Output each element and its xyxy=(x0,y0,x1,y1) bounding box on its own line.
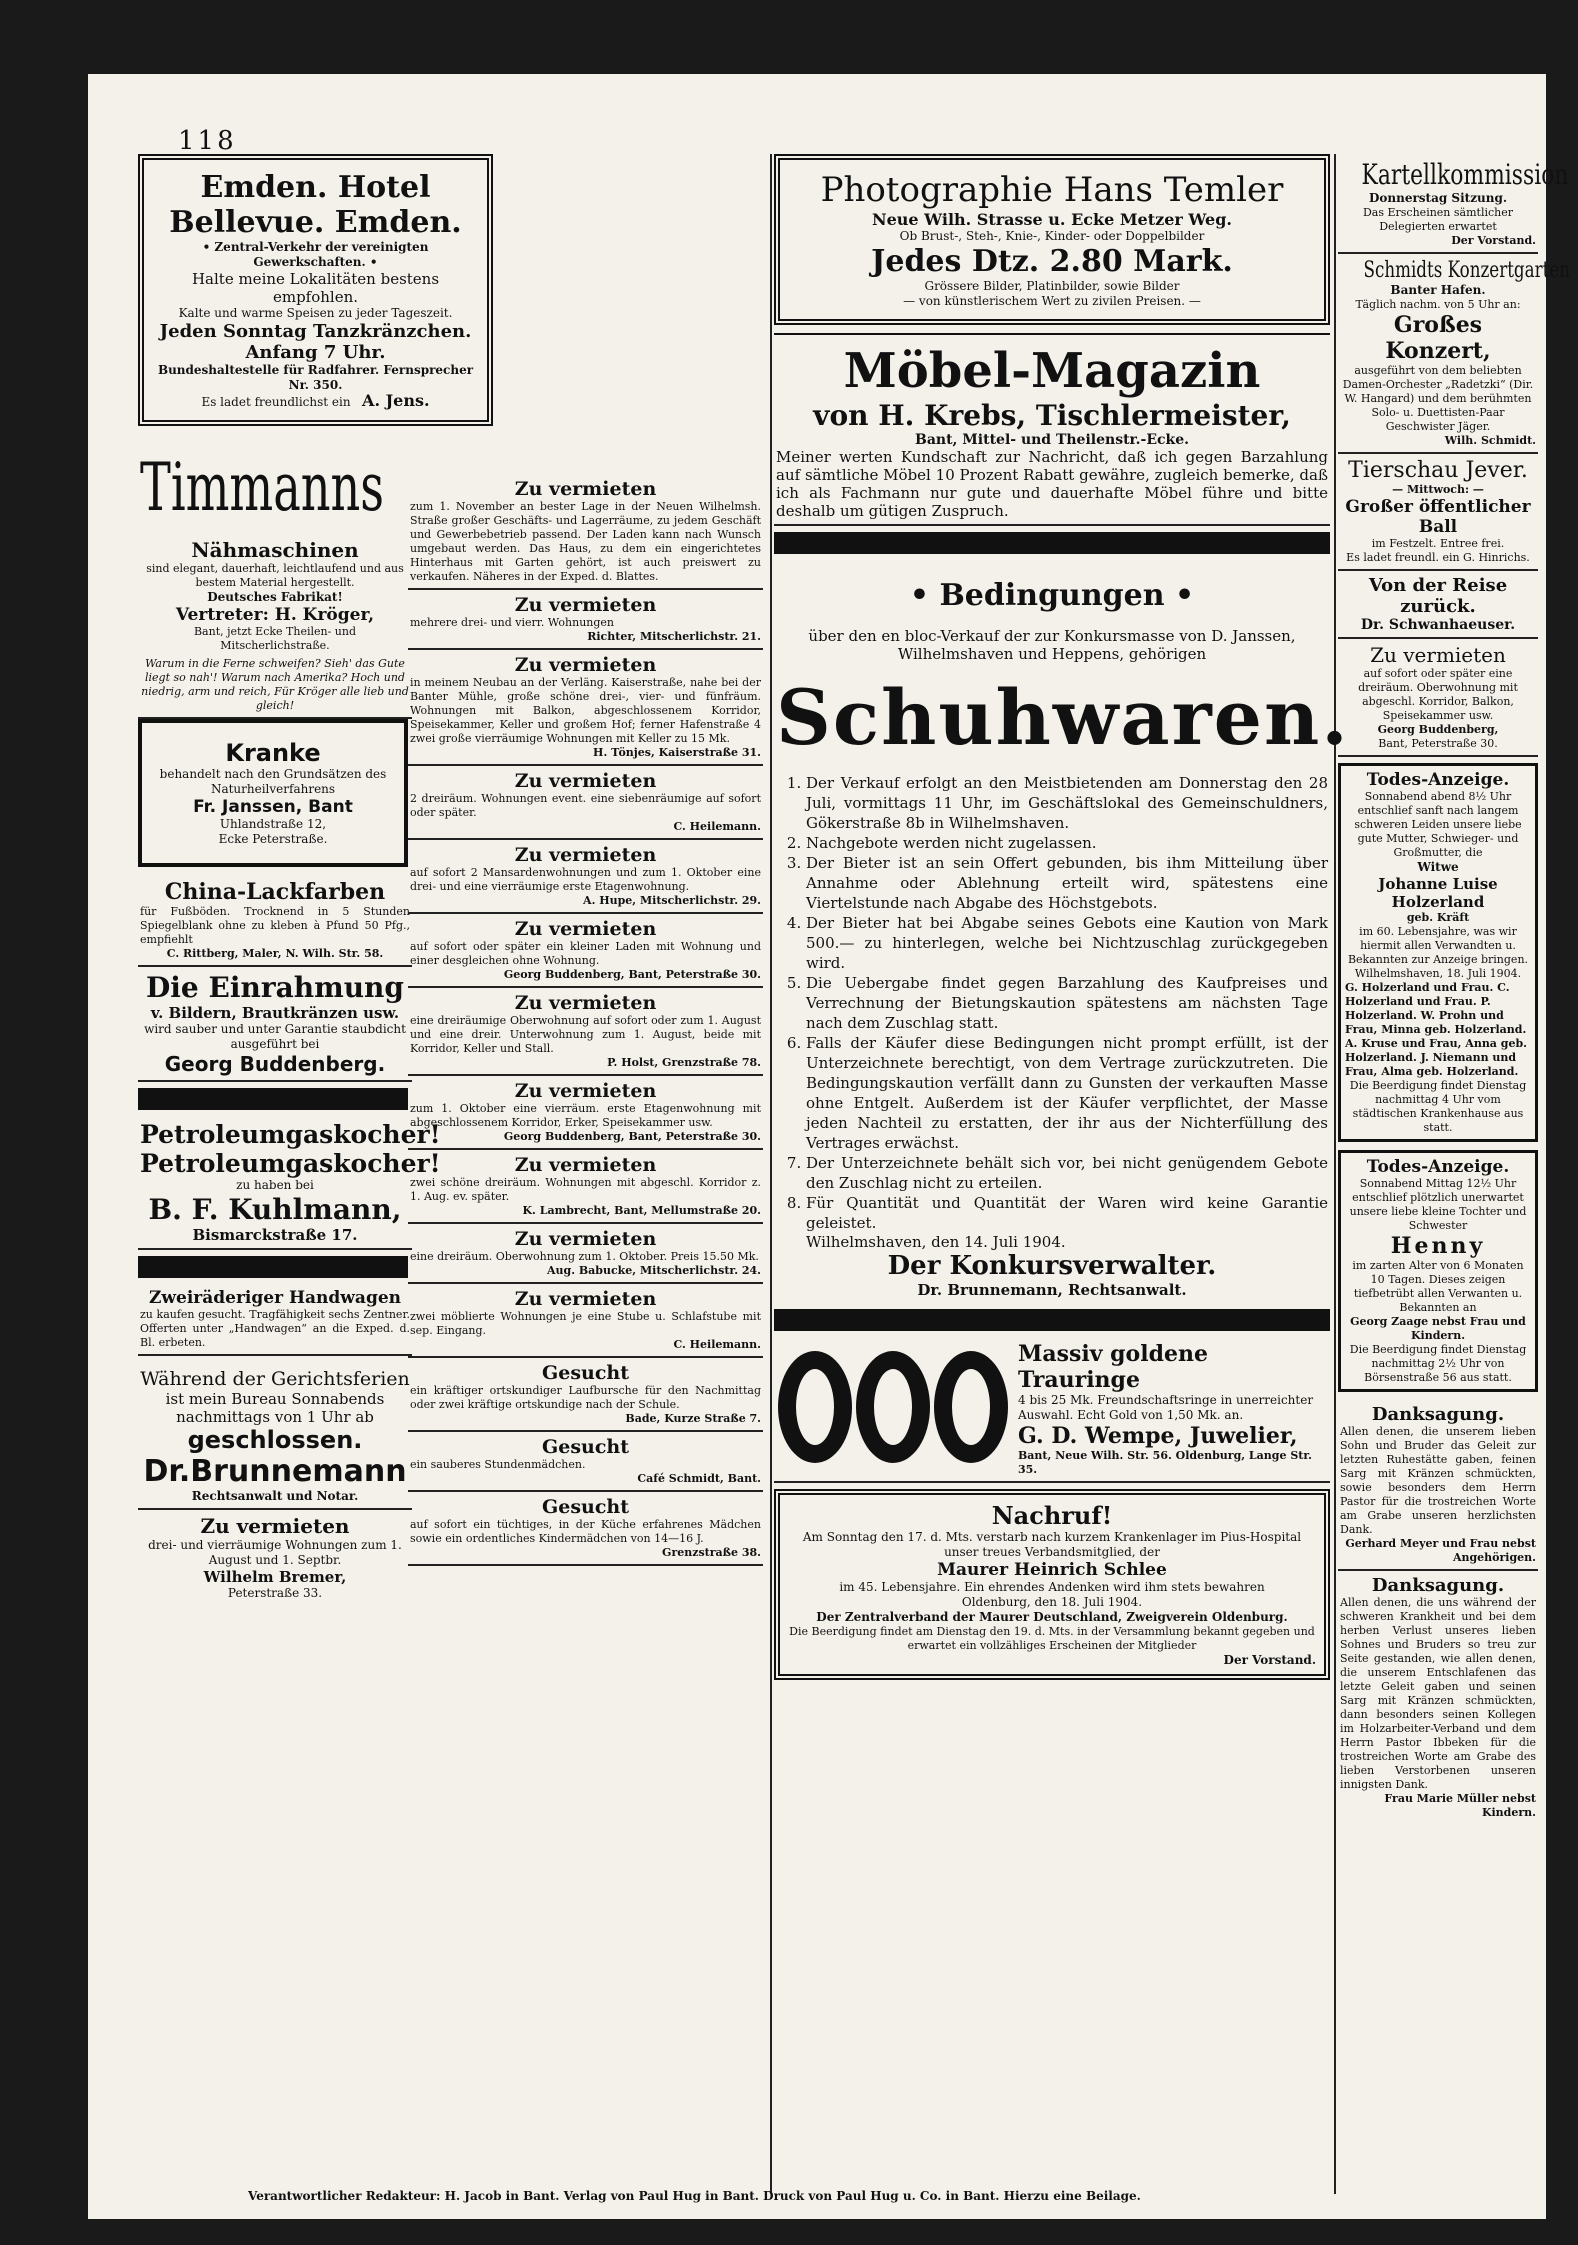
zv-text: auf sofort oder später eine dreiräum. Oberwohnung mit abgeschl. Korridor, Balkon, Speisekammer usw. xyxy=(1358,667,1518,722)
nachruf-sign: Der Vorstand. xyxy=(1223,1653,1316,1667)
rental-ad-text: zwei schöne dreiräum. Wohnungen mit abgeschl. Korridor z. 1. Aug. ev. später. xyxy=(410,1176,761,1203)
dank1-title: Danksagung. xyxy=(1371,1404,1505,1425)
einrahmung-ad xyxy=(138,967,412,1082)
nachruf-text: Am Sonntag den 17. d. Mts. verstarb nach kurzem Krankenlager im Pius-Hospital unser treues Verbandsmitglied, der xyxy=(802,1530,1302,1559)
schmidt-title: Schmidts Konzertgarten xyxy=(1363,258,1570,283)
schuhwaren-title: Schuhwaren. xyxy=(776,673,1350,762)
conditions-list xyxy=(776,773,1328,1233)
nachruf-text: Die Beerdigung findet am Dienstag den 19. d. Mts. in der Versammlung bekannt gegeben und erwartet ein vollzähliges Erscheinen der Mitglieder xyxy=(789,1625,1315,1652)
petroleum-ad xyxy=(138,1116,441,1250)
schmidt-ad xyxy=(1338,254,1570,454)
newspaper-page xyxy=(88,74,1570,2219)
china-text: für Fußböden. Trocknend in 5 Stunden Spiegelblank ohne zu kleben à Pfund 50 Pfg., empfiehlt xyxy=(140,905,410,946)
todes1-text: im 60. Lebensjahre, was wir hiermit allen Verwandten u. Bekannten zur Anzeige bringen. xyxy=(1347,925,1529,966)
schmidt-place: Banter Hafen. xyxy=(1390,283,1486,297)
imprint-footer: Verantwortlicher Redakteur: H. Jacob in Bant. Verlag von Paul Hug in Bant. Druck von Paul Hug u. Co. in Bant. Hierzu eine Beilage. xyxy=(248,2189,1141,2203)
column-rule xyxy=(1334,154,1336,2194)
petroleum-addr: Bismarckstraße 17. xyxy=(192,1226,358,1244)
rental-ad xyxy=(408,1492,763,1566)
todes1-geb: geb. Kräft xyxy=(1406,911,1470,924)
rental-ad-title: Zu vermieten xyxy=(514,594,657,616)
todes1-title: Todes-Anzeige. xyxy=(1366,770,1510,790)
condition-item: 3. Der Bieter ist an sein Offert gebunden, bis ihm Mitteilung über Annahme oder Ablehnung erteilt wird, spätestens eine Viertelstunde nach Abgabe des Höchstgebots. xyxy=(806,853,1328,913)
rental-ad-sign: Georg Buddenberg, Bant, Peterstraße 30. xyxy=(503,1130,761,1143)
bedingungen-date: Wilhelmshaven, den 14. Juli 1904. xyxy=(806,1233,1066,1251)
rental-ad xyxy=(408,840,763,914)
ferien-closed: geschlossen. xyxy=(187,1426,363,1454)
black-bar xyxy=(138,1088,408,1110)
einrahmung-text: wird sauber und unter Garantie staubdicht ausgeführt bei xyxy=(144,1022,406,1051)
china-title: China-Lackfarben xyxy=(164,879,386,905)
rental-ad-text: eine dreiräumige Oberwohnung auf sofort oder zum 1. August und eine dreir. Unterwohnung zum 1. August, beide mit Korridor, Keller und Stall. xyxy=(410,1014,761,1055)
rental-ad xyxy=(408,914,763,988)
zv-title: Zu vermieten xyxy=(1370,643,1506,667)
condition-item: 8. Für Quantität und Quantität der Waren wird keine Garantie geleistet. xyxy=(806,1193,1328,1233)
trauringe-ad xyxy=(774,1337,1330,1483)
todes2-sign: Georg Zaage nebst Frau und Kindern. xyxy=(1350,1315,1526,1342)
handwagen-text: zu kaufen gesucht. Tragfähigkeit sechs Zentner. Offerten unter „Handwagen“ an die Exped. d. Bl. erbeten. xyxy=(140,1308,410,1349)
todes2-name: Henny xyxy=(1390,1233,1486,1259)
photo-title: Photographie Hans Temler xyxy=(820,170,1284,210)
handwagen-title: Zweiräderiger Handwagen xyxy=(148,1288,402,1308)
todes1-date: Wilhelmshaven, 18. Juli 1904. xyxy=(1354,967,1522,980)
moebel-title: Möbel-Magazin xyxy=(843,343,1261,399)
einrahmung-sign: Georg Buddenberg. xyxy=(164,1052,386,1076)
rental-ad-sign: K. Lambrecht, Bant, Mellumstraße 20. xyxy=(522,1204,761,1217)
dank1-sign: Gerhard Meyer und Frau nebst Angehörigen. xyxy=(1345,1537,1536,1564)
moebel-addr: Bant, Mittel- und Theilenstr.-Ecke. xyxy=(914,432,1189,448)
dank2-text: Allen denen, die uns während der schweren Krankheit und bei dem herben Verlust unseres lieben Sohnes und Bruders so treu zur Seite gestanden, wie allen denen, die unserem Entschlafenen das letzte Geleit gaben und seinen Sarg mit Kränzen schmückten, dann besonders seinen Kollegen im Holzarbeiter-Verband und dem Herrn Pastor Ibbeken für die trostreichen Worte am Grabe des lieben Verstorbenen unseren innigsten Dank. xyxy=(1340,1596,1536,1791)
divider xyxy=(774,333,1330,335)
rental-ad xyxy=(408,474,763,590)
photo-line: — von künstlerischem Wert zu zivilen Preisen. — xyxy=(903,294,1201,308)
reise-ad xyxy=(1338,571,1538,639)
photo-price: Jedes Dtz. 2.80 Mark. xyxy=(871,244,1233,279)
todes2-title: Todes-Anzeige. xyxy=(1366,1157,1510,1177)
nachruf-text: im 45. Lebensjahre. Ein ehrendes Andenken wird ihm stets bewahren xyxy=(839,1580,1265,1594)
rental-ad-sign: Georg Buddenberg, Bant, Peterstraße 30. xyxy=(503,968,761,981)
nachruf-name: Maurer Heinrich Schlee xyxy=(937,1560,1167,1580)
rental-ad-sign: Grenzstraße 38. xyxy=(662,1546,761,1559)
moebel-sub: von H. Krebs, Tischlermeister, xyxy=(813,399,1291,432)
todes2-text: Die Beerdigung findet Dienstag nachmittag 2½ Uhr von Börsenstraße 56 aus statt. xyxy=(1349,1343,1527,1384)
rental-ad-title: Gesucht xyxy=(542,1362,629,1384)
reise-sign: Dr. Schwanhaeuser. xyxy=(1360,617,1516,633)
timmanns-ad xyxy=(138,434,412,719)
petroleum-title: Petroleumgaskocher! xyxy=(140,1120,441,1149)
rental-ad-text: ein kräftiger ortskundiger Laufbursche für den Nachmittag oder zwei kräftige ortskundige nach der Schule. xyxy=(410,1384,761,1411)
verwalter-title: Der Konkursverwalter. xyxy=(887,1251,1217,1281)
rental-ad xyxy=(408,590,763,650)
rental-ad-text: mehrere drei- und vierr. Wohnungen xyxy=(410,616,615,629)
hotel-line: Jeden Sonntag Tanzkränzchen. Anfang 7 Uhr. xyxy=(159,321,472,363)
rental-ad-sign: C. Heilemann. xyxy=(673,1338,761,1351)
condition-item: 6. Falls der Käufer diese Bedingungen nicht prompt erfüllt, ist der Unterzeichnete berechtigt, von dem Vertrage zurückzutreten. Die Bedingungskaution verfällt dann zu Gunsten der verkauften Masse ohne Entgelt. Außerdem ist der Käufer verpflichtet, der Masse jeden Nachteil zu erstatten, der ihr aus der Nichterfüllung des Vertrages erwächst. xyxy=(806,1033,1328,1153)
verwalter-sign: Dr. Brunnemann, Rechtsanwalt. xyxy=(917,1281,1187,1299)
rental-ad-title: Zu vermieten xyxy=(514,1288,657,1310)
todes1-text: Sonnabend abend 8½ Uhr entschlief sanft nach langem schweren Leiden unsere liebe gute Mutter, Schwieger- und Großmutter, die xyxy=(1354,790,1522,859)
black-bar xyxy=(138,1256,408,1278)
buddenberg-rent-ad xyxy=(1338,639,1538,757)
schmidt-sign: Wilh. Schmidt. xyxy=(1444,434,1536,447)
rental-ad-sign: Aug. Babucke, Mitscherlichstr. 24. xyxy=(546,1264,761,1277)
schmidt-big: Großes Konzert, xyxy=(1385,312,1491,364)
rental-ad-title: Zu vermieten xyxy=(514,770,657,792)
rental-ad-sign: C. Heilemann. xyxy=(673,820,761,833)
black-bar xyxy=(774,1309,1330,1331)
todes1-name: Johanne Luise Holzerland xyxy=(1378,875,1498,911)
rental-ad-title: Zu vermieten xyxy=(514,1080,657,1102)
bedingungen-ad xyxy=(774,560,1350,1303)
ferien-text: ist mein Bureau Sonnabends nachmittags von 1 Uhr ab xyxy=(165,1390,385,1426)
zv-addr: Bant, Peterstraße 30. xyxy=(1378,737,1498,750)
rental-ad xyxy=(408,1224,763,1284)
hotel-line: • Zentral-Verkehr der vereinigten Gewerkschaften. • xyxy=(202,240,429,269)
kranke-name: Fr. Janssen, Bant xyxy=(193,797,353,817)
rental-ad-sign: P. Holst, Grenzstraße 78. xyxy=(607,1056,761,1069)
trauringe-name: G. D. Wempe, Juwelier, xyxy=(1018,1423,1298,1449)
hotel-signer: A. Jens. xyxy=(362,391,430,410)
todes1-family: G. Holzerland und Frau. C. Holzerland und Frau. P. Holzerland. W. Prohn und Frau, Minna geb. Holzerland. A. Kruse und Frau, Anna geb. Holzerland. J. Niemann und Frau, Alma geb. Holzerland. xyxy=(1345,981,1527,1078)
zv-sign: Georg Buddenberg, xyxy=(1377,723,1499,736)
gerichtsferien-ad xyxy=(138,1356,412,1510)
condition-item: 5. Die Uebergabe findet gegen Barzahlung des Kaufpreises und Verrechnung der Bietungskaution spätestens am nächsten Tage nach dem Zuschlag statt. xyxy=(806,973,1328,1033)
rental-ad-sign: Café Schmidt, Bant. xyxy=(637,1472,761,1485)
timmanns-fabrikat: Deutsches Fabrikat! xyxy=(207,590,343,604)
petroleum-name: B. F. Kuhlmann, xyxy=(148,1193,402,1226)
rental-ad-title: Zu vermieten xyxy=(514,478,657,500)
petroleum-title: Petroleumgaskocher! xyxy=(140,1149,441,1178)
rental-ad xyxy=(408,1432,763,1492)
kranke-ad xyxy=(138,719,408,867)
condition-item: 4. Der Bieter hat bei Abgabe seines Gebots eine Kaution von Mark 500.— zu hinterlegen, welche bei Nichtzuschlag zurückgegeben wird. xyxy=(806,913,1328,973)
handwagen-ad xyxy=(138,1284,412,1356)
trauringe-addr: Bant, Neue Wilh. Str. 56. Oldenburg, Lange Str. 35. xyxy=(1018,1449,1312,1476)
tierschau-ad xyxy=(1338,454,1538,571)
rental-ad xyxy=(408,1076,763,1150)
nachruf-ad xyxy=(774,1489,1330,1680)
ferien-title: Während der Gerichtsferien xyxy=(140,1368,410,1390)
photo-line: Grössere Bilder, Platinbilder, sowie Bilder xyxy=(924,279,1180,293)
black-bar xyxy=(774,532,1330,554)
rings-icon xyxy=(776,1351,1010,1467)
rental-ad-title: Zu vermieten xyxy=(514,844,657,866)
condition-item: 2. Nachgebote werden nicht zugelassen. xyxy=(806,833,1328,853)
page-number: 118 xyxy=(178,126,237,156)
timmanns-vertreter: Vertreter: H. Kröger, xyxy=(175,605,375,625)
bedingungen-title: • Bedingungen • xyxy=(909,578,1195,613)
rental-ad-sign: Bade, Kurze Straße 7. xyxy=(625,1412,761,1425)
hotel-line: Kalte und warme Speisen zu jeder Tageszeit. xyxy=(178,306,453,320)
photographie-ad xyxy=(774,154,1330,325)
todes2-text: im zarten Alter von 6 Monaten 10 Tagen. Dieses zeigen tiefbetrübt allen Verwanten u. Bekannten an xyxy=(1352,1259,1524,1314)
schmidt-text: ausgeführt von dem beliebten Damen-Orchester „Radetzki“ (Dir. W. Hangard) und dem berühmten Solo- u. Duettisten-Paar Geschwister Jäger. xyxy=(1342,364,1534,433)
hotel-line: Es ladet freundlichst ein xyxy=(201,395,351,409)
schmidt-time: Täglich nachm. von 5 Uhr an: xyxy=(1355,298,1521,311)
todes-anzeige-1 xyxy=(1338,763,1538,1142)
kartell-sign: Der Vorstand. xyxy=(1451,234,1536,247)
rental-ad xyxy=(408,650,763,766)
condition-item: 7. Der Unterzeichnete behält sich vor, bei nicht genügendem Gebote den Zuschlag nicht zu erteilen. xyxy=(806,1153,1328,1193)
todes-anzeige-2 xyxy=(1338,1150,1538,1392)
bedingungen-intro: über den en bloc-Verkauf der zur Konkursmasse von D. Janssen, Wilhelmshaven und Heppens, gehörigen xyxy=(808,627,1296,663)
trauringe-title: Massiv goldene Trauringe xyxy=(1018,1341,1208,1393)
kartell-ad xyxy=(1338,154,1569,254)
tierschau-text: im Festzelt. Entree frei. xyxy=(1371,537,1505,550)
rental-ad xyxy=(408,1150,763,1224)
bremer-sign: Wilhelm Bremer, xyxy=(203,1568,347,1586)
timmanns-sub: Nähmaschinen xyxy=(191,538,359,562)
tierschau-sign: Es ladet freundl. ein G. Hinrichs. xyxy=(1346,551,1530,564)
einrahmung-title: Die Einrahmung xyxy=(146,971,404,1004)
rental-ad-text: 2 dreiräum. Wohnungen event. eine siebenräumige auf sofort oder später. xyxy=(410,792,761,819)
column-4 xyxy=(1338,154,1570,1824)
rental-ad-text: in meinem Neubau an der Verläng. Kaiserstraße, nahe bei der Banter Mühle, große schöne drei-, vier- und fünfräum. Wohnungen mit Balkon, abgeschlossenem Korridor, Speisekammer, Keller und großem Hof; ferner Hafenstraße 4 zwei große vierräumige Wohnungen mit Keller zu 15 Mk. xyxy=(410,676,761,745)
rental-ad-sign: A. Hupe, Mitscherlichstr. 29. xyxy=(583,894,761,907)
column-rule xyxy=(770,154,772,2194)
china-ad xyxy=(138,875,412,967)
column-2 xyxy=(408,474,763,1566)
tierschau-big: Großer öffentlicher Ball xyxy=(1345,497,1531,537)
hotel-line: Bundeshaltestelle für Radfahrer. Fernsprecher Nr. 350. xyxy=(157,363,474,392)
kartell-text: Das Erscheinen sämtlicher Delegierten erwartet xyxy=(1362,206,1513,233)
timmanns-title: Timmanns xyxy=(140,449,384,526)
rental-ad xyxy=(408,1358,763,1432)
rental-ad-text: eine dreiräum. Oberwohnung zum 1. Oktober. Preis 15.50 Mk. xyxy=(410,1250,759,1263)
rental-ad-text: zum 1. November an bester Lage in der Neuen Wilhelmsh. Straße großer Geschäfts- und Lagerräume, zu jedem Geschäft und Gewerbebetrieb passend. Der Laden kann nach Wunsch umgebaut werden. Das Haus, zu dem ein eingerichtetes Hinterhaus mit Garten gehört, ist auch preiswert zu verkaufen. Näheres in der Exped. d. Blattes. xyxy=(410,500,761,583)
rental-ad-sign: H. Tönjes, Kaiserstraße 31. xyxy=(593,746,761,759)
timmanns-addr: Bant, jetzt Ecke Theilen- und Mitscherlichstraße. xyxy=(193,625,357,652)
dank2-sign: Frau Marie Müller nebst Kindern. xyxy=(1384,1792,1536,1819)
photo-line: Ob Brust-, Steh-, Knie-, Kinder- oder Doppelbilder xyxy=(899,229,1205,243)
rental-ad-title: Gesucht xyxy=(542,1436,629,1458)
moebel-ad xyxy=(774,339,1330,526)
rental-ad-text: auf sofort oder später ein kleiner Laden mit Wohnung und einer desgleichen ohne Wohnung. xyxy=(410,940,761,967)
bremer-text: drei- und vierräumige Wohnungen zum 1. August und 1. Septbr. xyxy=(148,1538,402,1567)
petroleum-text: zu haben bei xyxy=(236,1178,314,1192)
kartell-day: Donnerstag Sitzung. xyxy=(1368,191,1508,205)
danksagung-1 xyxy=(1338,1400,1538,1571)
condition-item: 1. Der Verkauf erfolgt an den Meistbietenden am Donnerstag den 28 Juli, vormittags 11 Uhr, im Geschäftslokal des Gemeinschuldners, Gökerstraße 8b in Wilhelmshaven. xyxy=(806,773,1328,833)
bremer-ad xyxy=(138,1510,412,1605)
rental-ad-text: ein sauberes Stundenmädchen. xyxy=(410,1458,586,1471)
rental-ad xyxy=(408,988,763,1076)
reise-title: Von der Reise zurück. xyxy=(1368,575,1508,617)
kranke-addr: Ecke Peterstraße. xyxy=(218,832,328,846)
hotel-title: Emden. Hotel Bellevue. Emden. xyxy=(169,170,462,240)
ferien-role: Rechtsanwalt und Notar. xyxy=(191,1489,359,1503)
rental-ad-text: auf sofort 2 Mansardenwohnungen und zum 1. Oktober eine drei- und eine vierräumige erste Etagenwohnung. xyxy=(410,866,761,893)
dank2-title: Danksagung. xyxy=(1371,1575,1505,1596)
timmanns-text: sind elegant, dauerhaft, leichtlaufend und aus bestem Material hergestellt. xyxy=(146,562,404,589)
rental-ad-title: Zu vermieten xyxy=(514,1154,657,1176)
tierschau-title: Tierschau Jever. xyxy=(1348,458,1528,483)
rental-ad-text: auf sofort ein tüchtiges, in der Küche erfahrenes Mädchen sowie ein ordentliches Kindermädchen von 14—16 J. xyxy=(410,1518,761,1545)
bremer-addr: Peterstraße 33. xyxy=(227,1586,323,1600)
todes1-text: Die Beerdigung findet Dienstag nachmittag 4 Uhr vom städtischen Krankenhause aus statt. xyxy=(1349,1079,1527,1134)
rental-ad-title: Zu vermieten xyxy=(514,1228,657,1250)
nachruf-title: Nachruf! xyxy=(991,1501,1113,1530)
rental-ad-text: zum 1. Oktober eine vierräum. erste Etagenwohnung mit abgeschlossenem Korridor, Erker, Speisekammer usw. xyxy=(410,1102,761,1129)
einrahmung-sub: v. Bildern, Brautkränzen usw. xyxy=(150,1004,400,1022)
rental-ad-title: Zu vermieten xyxy=(514,654,657,676)
china-sign: C. Rittberg, Maler, N. Wilh. Str. 58. xyxy=(166,947,384,960)
rental-ad xyxy=(408,1284,763,1358)
todes1-witwe: Witwe xyxy=(1417,860,1459,874)
hotel-line: Halte meine Lokalitäten bestens empfohlen. xyxy=(191,270,440,306)
photo-address: Neue Wilh. Strasse u. Ecke Metzer Weg. xyxy=(871,210,1232,229)
ferien-name: Dr.Brunnemann xyxy=(143,1454,407,1489)
nachruf-org: Der Zentralverband der Maurer Deutschland, Zweigverein Oldenburg. xyxy=(816,1610,1288,1624)
rental-ad xyxy=(408,766,763,840)
rental-ad-title: Zu vermieten xyxy=(514,918,657,940)
trauringe-text: 4 bis 25 Mk. Freundschaftsringe in unerreichter Auswahl. Echt Gold von 1,50 Mk. an. xyxy=(1018,1393,1314,1422)
column-3 xyxy=(774,154,1350,1688)
todes2-text: Sonnabend Mittag 12½ Uhr entschlief plötzlich unerwartet unsere liebe kleine Tochter und Schwester xyxy=(1349,1177,1527,1232)
rental-ad-title: Gesucht xyxy=(542,1496,629,1518)
bremer-title: Zu vermieten xyxy=(200,1514,350,1538)
kranke-text: behandelt nach den Grundsätzen des Naturheilverfahrens xyxy=(159,767,387,796)
moebel-text: Meiner werten Kundschaft zur Nachricht, daß ich gegen Barzahlung auf sämtliche Möbel 10 Prozent Rabatt gewähre, zugleich bemerke, daß ich als Fachmann nur gute und dauerhafte Möbel führe und bitte deshalb um gütigen Zuspruch. xyxy=(776,448,1328,520)
kranke-addr: Uhlandstraße 12, xyxy=(219,817,327,831)
danksagung-2 xyxy=(1338,1571,1538,1824)
timmanns-poem: Warum in die Ferne schweifen? Sieh' das Gute liegt so nah'! Warum nach Amerika? Hoch und niedrig, arm und reich, Für Kröger alle lieb und gleich! xyxy=(141,657,409,712)
rental-ads-list xyxy=(408,474,763,1566)
kranke-title: Kranke xyxy=(225,739,321,767)
rental-ad-text: zwei möblierte Wohnungen je eine Stube u. Schlafstube mit sep. Eingang. xyxy=(410,1310,761,1337)
rental-ad-sign: Richter, Mitscherlichstr. 21. xyxy=(587,630,761,643)
rental-ad-title: Zu vermieten xyxy=(514,992,657,1014)
kartell-title: Kartellkommission xyxy=(1361,158,1569,191)
tierschau-day: — Mittwoch: — xyxy=(1392,483,1484,496)
hotel-bellevue-ad xyxy=(138,154,493,426)
nachruf-date: Oldenburg, den 18. Juli 1904. xyxy=(961,1595,1143,1609)
dank1-text: Allen denen, die unserem lieben Sohn und Bruder das Geleit zur letzten Ruhestätte gaben, feinen Sarg mit Kränzen schmückten, sowie besonders dem Herrn Pastor für die trostreichen Worte am Grabe unseren herzlichsten Dank. xyxy=(1340,1425,1536,1536)
